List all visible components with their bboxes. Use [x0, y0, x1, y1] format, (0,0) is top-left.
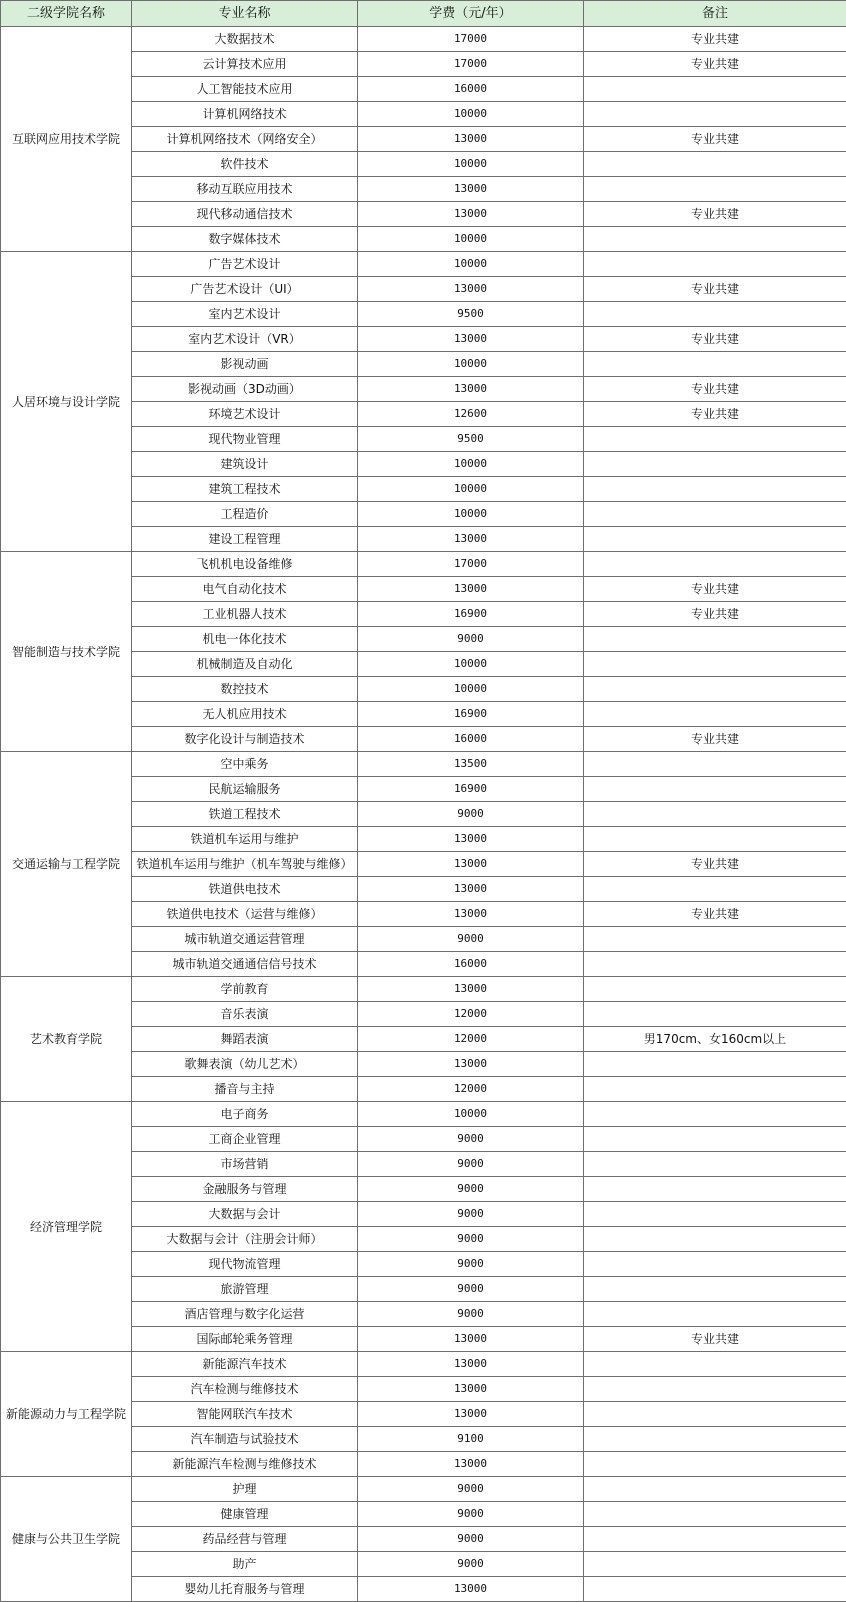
- tuition-cell: 10000: [358, 1102, 584, 1127]
- remark-cell: 专业共建: [584, 277, 846, 302]
- remark-cell: [584, 1502, 846, 1527]
- remark-cell: [584, 152, 846, 177]
- major-name-cell: 计算机网络技术: [132, 102, 358, 127]
- major-name-cell: 数字化设计与制造技术: [132, 727, 358, 752]
- tuition-cell: 10000: [358, 352, 584, 377]
- table-row: [1, 1102, 846, 1127]
- major-name-cell: 铁道机车运用与维护（机车驾驶与维修）: [132, 852, 358, 877]
- remark-cell: [584, 452, 846, 477]
- tuition-cell: 10000: [358, 102, 584, 127]
- table-row: [1, 752, 846, 777]
- tuition-cell: 10000: [358, 252, 584, 277]
- remark-cell: [584, 352, 846, 377]
- major-name-cell: 室内艺术设计: [132, 302, 358, 327]
- remark-cell: [584, 927, 846, 952]
- remark-cell: [584, 1077, 846, 1102]
- remark-cell: [584, 1527, 846, 1552]
- major-name-cell: 大数据技术: [132, 27, 358, 52]
- major-name-cell: 药品经营与管理: [132, 1527, 358, 1552]
- major-name-cell: 铁道工程技术: [132, 802, 358, 827]
- remark-cell: [584, 1402, 846, 1427]
- remark-cell: [584, 1477, 846, 1502]
- tuition-cell: 9000: [358, 627, 584, 652]
- tuition-cell: 9000: [358, 1177, 584, 1202]
- remark-cell: [584, 527, 846, 552]
- major-name-cell: 现代物业管理: [132, 427, 358, 452]
- header-college: 二级学院名称: [1, 1, 132, 27]
- remark-cell: [584, 302, 846, 327]
- table-row: [1, 977, 846, 1002]
- tuition-cell: 13000: [358, 1452, 584, 1477]
- tuition-cell: 16900: [358, 602, 584, 627]
- major-name-cell: 城市轨道交通通信信号技术: [132, 952, 358, 977]
- major-name-cell: 婴幼儿托育服务与管理: [132, 1577, 358, 1602]
- tuition-cell: 9100: [358, 1427, 584, 1452]
- major-name-cell: 软件技术: [132, 152, 358, 177]
- remark-cell: [584, 227, 846, 252]
- tuition-cell: 13000: [358, 127, 584, 152]
- remark-cell: [584, 877, 846, 902]
- remark-cell: [584, 102, 846, 127]
- tuition-cell: 9000: [358, 927, 584, 952]
- tuition-cell: 12000: [358, 1002, 584, 1027]
- major-name-cell: 音乐表演: [132, 1002, 358, 1027]
- major-name-cell: 智能网联汽车技术: [132, 1402, 358, 1427]
- tuition-cell: 16000: [358, 727, 584, 752]
- major-name-cell: 建筑工程技术: [132, 477, 358, 502]
- tuition-cell: 13000: [358, 977, 584, 1002]
- remark-cell: [584, 802, 846, 827]
- remark-cell: [584, 677, 846, 702]
- remark-cell: [584, 252, 846, 277]
- remark-cell: [584, 952, 846, 977]
- remark-cell: [584, 1277, 846, 1302]
- major-name-cell: 广告艺术设计: [132, 252, 358, 277]
- major-name-cell: 现代物流管理: [132, 1252, 358, 1277]
- major-name-cell: 机械制造及自动化: [132, 652, 358, 677]
- tuition-cell: 9000: [358, 1277, 584, 1302]
- major-name-cell: 铁道机车运用与维护: [132, 827, 358, 852]
- major-name-cell: 酒店管理与数字化运营: [132, 1302, 358, 1327]
- tuition-cell: 13000: [358, 1577, 584, 1602]
- tuition-cell: 13000: [358, 877, 584, 902]
- remark-cell: [584, 1177, 846, 1202]
- major-name-cell: 移动互联应用技术: [132, 177, 358, 202]
- remark-cell: [584, 752, 846, 777]
- remark-cell: 专业共建: [584, 52, 846, 77]
- tuition-cell: 9000: [358, 1252, 584, 1277]
- remark-cell: 专业共建: [584, 902, 846, 927]
- major-name-cell: 电气自动化技术: [132, 577, 358, 602]
- tuition-cell: 13000: [358, 577, 584, 602]
- college-name-cell: 新能源动力与工程学院: [1, 1352, 132, 1477]
- major-name-cell: 新能源汽车检测与维修技术: [132, 1452, 358, 1477]
- tuition-cell: 17000: [358, 552, 584, 577]
- remark-cell: [584, 777, 846, 802]
- tuition-cell: 13500: [358, 752, 584, 777]
- tuition-cell: 13000: [358, 1377, 584, 1402]
- tuition-cell: 9000: [358, 1552, 584, 1577]
- major-name-cell: 健康管理: [132, 1502, 358, 1527]
- remark-cell: [584, 702, 846, 727]
- remark-cell: 专业共建: [584, 202, 846, 227]
- tuition-cell: 9000: [358, 802, 584, 827]
- tuition-cell: 13000: [358, 1402, 584, 1427]
- tuition-cell: 13000: [358, 202, 584, 227]
- major-name-cell: 新能源汽车技术: [132, 1352, 358, 1377]
- table-row: [1, 27, 846, 52]
- tuition-cell: 13000: [358, 277, 584, 302]
- major-name-cell: 旅游管理: [132, 1277, 358, 1302]
- major-name-cell: 数控技术: [132, 677, 358, 702]
- tuition-cell: 16000: [358, 77, 584, 102]
- remark-cell: [584, 1202, 846, 1227]
- major-name-cell: 空中乘务: [132, 752, 358, 777]
- tuition-cell: 9500: [358, 427, 584, 452]
- tuition-cell: 12000: [358, 1027, 584, 1052]
- remark-cell: [584, 477, 846, 502]
- tuition-cell: 16900: [358, 702, 584, 727]
- college-name-cell: 艺术教育学院: [1, 977, 132, 1102]
- major-name-cell: 学前教育: [132, 977, 358, 1002]
- remark-cell: 专业共建: [584, 27, 846, 52]
- tuition-cell: 9000: [358, 1202, 584, 1227]
- tuition-cell: 10000: [358, 152, 584, 177]
- major-name-cell: 民航运输服务: [132, 777, 358, 802]
- remark-cell: [584, 827, 846, 852]
- remark-cell: [584, 77, 846, 102]
- major-name-cell: 金融服务与管理: [132, 1177, 358, 1202]
- tuition-cell: 9000: [358, 1502, 584, 1527]
- major-name-cell: 国际邮轮乘务管理: [132, 1327, 358, 1352]
- remark-cell: 专业共建: [584, 1327, 846, 1352]
- tuition-cell: 9000: [358, 1152, 584, 1177]
- table-row: [1, 1352, 846, 1377]
- tuition-cell: 9500: [358, 302, 584, 327]
- remark-cell: [584, 1352, 846, 1377]
- table-row: [1, 552, 846, 577]
- tuition-cell: 13000: [358, 1352, 584, 1377]
- major-name-cell: 电子商务: [132, 1102, 358, 1127]
- remark-cell: [584, 427, 846, 452]
- remark-cell: 专业共建: [584, 377, 846, 402]
- tuition-cell: 9000: [358, 1227, 584, 1252]
- major-name-cell: 人工智能技术应用: [132, 77, 358, 102]
- remark-cell: 专业共建: [584, 727, 846, 752]
- tuition-cell: 9000: [358, 1527, 584, 1552]
- remark-cell: [584, 177, 846, 202]
- tuition-cell: 12000: [358, 1077, 584, 1102]
- major-name-cell: 工商企业管理: [132, 1127, 358, 1152]
- remark-cell: [584, 1302, 846, 1327]
- major-name-cell: 室内艺术设计（VR）: [132, 327, 358, 352]
- tuition-cell: 17000: [358, 27, 584, 52]
- table-row: [1, 1477, 846, 1502]
- major-name-cell: 工业机器人技术: [132, 602, 358, 627]
- tuition-cell: 13000: [358, 377, 584, 402]
- header-tuition: 学费（元/年）: [358, 1, 584, 27]
- college-name-cell: 交通运输与工程学院: [1, 752, 132, 977]
- remark-cell: [584, 1052, 846, 1077]
- tuition-cell: 13000: [358, 827, 584, 852]
- remark-cell: [584, 1002, 846, 1027]
- header-row: [1, 1, 846, 27]
- remark-cell: [584, 1227, 846, 1252]
- major-name-cell: 歌舞表演（幼儿艺术）: [132, 1052, 358, 1077]
- remark-cell: 专业共建: [584, 577, 846, 602]
- tuition-cell: 10000: [358, 652, 584, 677]
- remark-cell: [584, 1102, 846, 1127]
- tuition-cell: 9000: [358, 1302, 584, 1327]
- header-major: 专业名称: [132, 1, 358, 27]
- tuition-cell: 16900: [358, 777, 584, 802]
- remark-cell: [584, 1127, 846, 1152]
- major-name-cell: 建设工程管理: [132, 527, 358, 552]
- major-name-cell: 工程造价: [132, 502, 358, 527]
- remark-cell: [584, 977, 846, 1002]
- tuition-cell: 16000: [358, 952, 584, 977]
- tuition-cell: 13000: [358, 1052, 584, 1077]
- major-name-cell: 现代移动通信技术: [132, 202, 358, 227]
- tuition-cell: 10000: [358, 452, 584, 477]
- tuition-cell: 10000: [358, 227, 584, 252]
- major-name-cell: 飞机机电设备维修: [132, 552, 358, 577]
- major-name-cell: 护理: [132, 1477, 358, 1502]
- remark-cell: 男170cm、女160cm以上: [584, 1027, 846, 1052]
- major-name-cell: 铁道供电技术（运营与维修）: [132, 902, 358, 927]
- tuition-cell: 13000: [358, 177, 584, 202]
- major-name-cell: 汽车制造与试验技术: [132, 1427, 358, 1452]
- remark-cell: 专业共建: [584, 602, 846, 627]
- remark-cell: 专业共建: [584, 402, 846, 427]
- tuition-cell: 12600: [358, 402, 584, 427]
- tuition-cell: 10000: [358, 477, 584, 502]
- tuition-cell: 10000: [358, 502, 584, 527]
- remark-cell: [584, 552, 846, 577]
- major-name-cell: 大数据与会计（注册会计师）: [132, 1227, 358, 1252]
- major-name-cell: 大数据与会计: [132, 1202, 358, 1227]
- major-name-cell: 云计算技术应用: [132, 52, 358, 77]
- major-name-cell: 汽车检测与维修技术: [132, 1377, 358, 1402]
- table-row: [1, 252, 846, 277]
- tuition-cell: 10000: [358, 677, 584, 702]
- table-body: [1, 27, 846, 1602]
- college-name-cell: 健康与公共卫生学院: [1, 1477, 132, 1602]
- major-name-cell: 播音与主持: [132, 1077, 358, 1102]
- college-name-cell: 人居环境与设计学院: [1, 252, 132, 552]
- remark-cell: [584, 1152, 846, 1177]
- college-name-cell: 互联网应用技术学院: [1, 27, 132, 252]
- remark-cell: [584, 1577, 846, 1602]
- major-name-cell: 城市轨道交通运营管理: [132, 927, 358, 952]
- major-name-cell: 影视动画（3D动画）: [132, 377, 358, 402]
- remark-cell: [584, 627, 846, 652]
- tuition-cell: 13000: [358, 852, 584, 877]
- remark-cell: [584, 1377, 846, 1402]
- remark-cell: [584, 652, 846, 677]
- major-name-cell: 影视动画: [132, 352, 358, 377]
- remark-cell: 专业共建: [584, 852, 846, 877]
- tuition-cell: 13000: [358, 1327, 584, 1352]
- tuition-cell: 17000: [358, 52, 584, 77]
- tuition-cell: 9000: [358, 1477, 584, 1502]
- remark-cell: [584, 1252, 846, 1277]
- major-name-cell: 广告艺术设计（UI）: [132, 277, 358, 302]
- remark-cell: [584, 1552, 846, 1577]
- tuition-cell: 13000: [358, 902, 584, 927]
- major-name-cell: 环境艺术设计: [132, 402, 358, 427]
- college-name-cell: 智能制造与技术学院: [1, 552, 132, 752]
- major-name-cell: 计算机网络技术（网络安全）: [132, 127, 358, 152]
- remark-cell: [584, 502, 846, 527]
- remark-cell: [584, 1452, 846, 1477]
- major-name-cell: 机电一体化技术: [132, 627, 358, 652]
- major-name-cell: 助产: [132, 1552, 358, 1577]
- major-name-cell: 无人机应用技术: [132, 702, 358, 727]
- remark-cell: 专业共建: [584, 327, 846, 352]
- tuition-cell: 13000: [358, 527, 584, 552]
- major-name-cell: 舞蹈表演: [132, 1027, 358, 1052]
- major-name-cell: 市场营销: [132, 1152, 358, 1177]
- tuition-cell: 9000: [358, 1127, 584, 1152]
- header-remark: 备注: [584, 1, 846, 27]
- tuition-cell: 13000: [358, 327, 584, 352]
- major-name-cell: 建筑设计: [132, 452, 358, 477]
- remark-cell: 专业共建: [584, 127, 846, 152]
- college-name-cell: 经济管理学院: [1, 1102, 132, 1352]
- remark-cell: [584, 1427, 846, 1452]
- major-name-cell: 数字媒体技术: [132, 227, 358, 252]
- major-name-cell: 铁道供电技术: [132, 877, 358, 902]
